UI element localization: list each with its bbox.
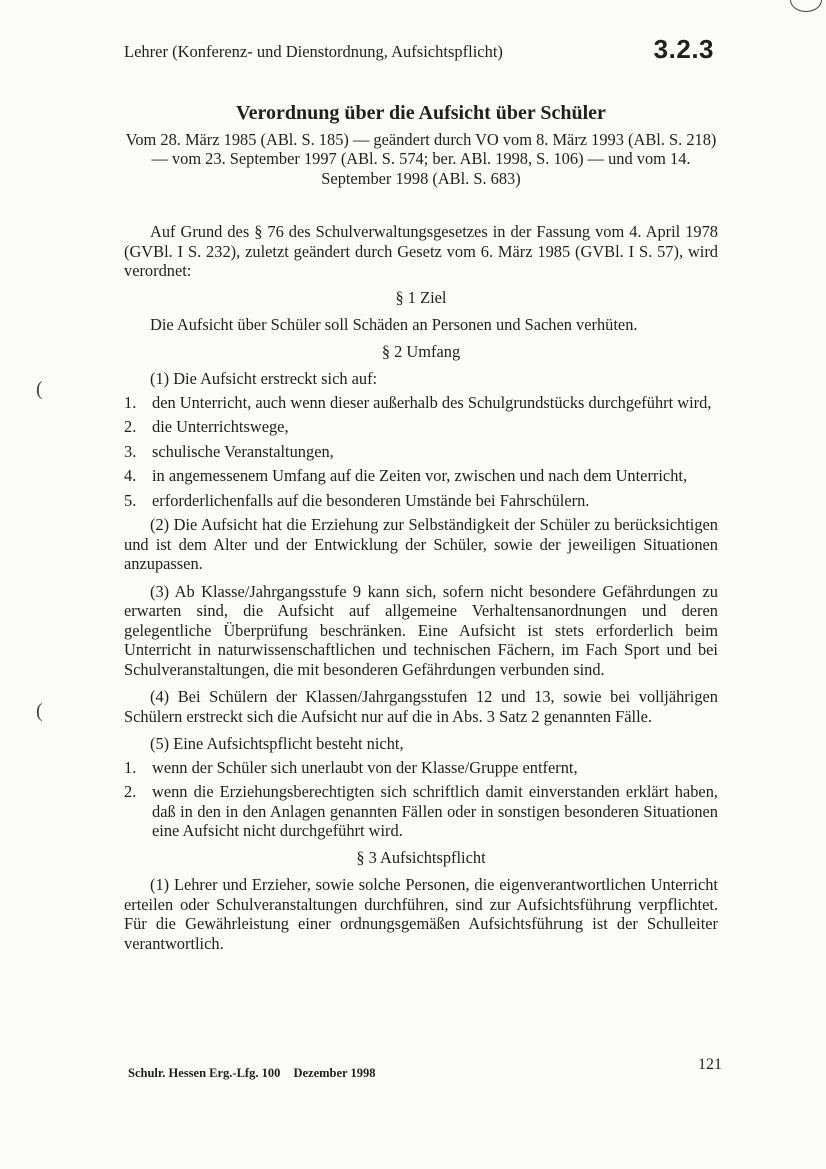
margin-bracket-mark: ( [36,700,43,722]
list-item: 1. den Unterricht, auch wenn dieser außerhalb des Schulgrundstücks durchgeführt wird, [124,392,712,412]
document-title: Verordnung über die Aufsicht über Schüler [236,102,606,124]
section-2-para-5-list [124,758,718,841]
section-2-para-4: (4) Bei Schülern der Klassen/Jahrgangsstufen 12 und 13, sowie bei volljährigen Schülern erstreckt sich die Aufsicht nur auf die in Abs. 3 Satz 2 genannten Fälle. [124,687,718,726]
section-heading-3: § 3 Aufsichtspflicht [356,847,486,867]
footer-source: Schulr. Hessen Erg.-Lfg. 100 [128,1066,281,1080]
list-item: 2. die Unterrichtswege, [124,417,289,436]
list-item: 4. in angemessenem Umfang auf die Zeiten vor, zwischen und nach dem Unterricht, [124,466,688,485]
section-3-para-1: (1) Lehrer und Erzieher, sowie solche Personen, die eigenverantwortlichen Unterricht erteilen oder Schulveranstaltungen durchführen, sind zur Aufsichtsführung verpflichtet. Für die Gewährleistung einer ordnungsgemäßen Aufsichtsführung ist der Schulleiter verantwortlich. [124,875,718,953]
section-heading-2: § 2 Umfang [381,341,461,361]
corner-ring-mark [790,0,822,12]
list-item: 5. erforderlichenfalls auf die besonderen Umstände bei Fahrschülern. [124,490,590,510]
margin-bracket-mark: ( [36,378,43,400]
page-header [124,34,724,68]
header-title: Lehrer (Konferenz- und Dienstordnung, Aufsichtspflicht) [124,42,503,61]
list-item: 1. wenn der Schüler sich unerlaubt von der Klasse/Gruppe entfernt, [124,757,578,777]
section-2-para-5-intro: (5) Eine Aufsichtspflicht besteht nicht, [150,734,404,753]
section-number: 3.2.3 [653,34,714,64]
document-subtitle: Vom 28. März 1985 (ABl. S. 185) — geändert durch VO vom 8. März 1993 (ABl. S. 218) — vom 23. September 1997 (ABl. S. 574; ber. ABl. 1998, S. 106) — und vom 14. September 1998 (ABl. S. 683) [125,129,717,188]
page-footer [128,1066,385,1081]
section-2-para-1-intro: (1) Die Aufsicht erstreckt sich auf: [150,369,378,388]
section-2-para-2: (2) Die Aufsicht hat die Erziehung zur Selbständigkeit der Schüler zu berücksichtigen und ist dem Alter und der Entwicklung der Schüler, sowie der jeweiligen Situationen anzupassen. [124,515,718,573]
page-number: 121 [698,1056,722,1073]
document-body [124,100,718,956]
section-1-text: Die Aufsicht über Schüler soll Schäden an Personen und Sachen verhüten. [150,315,638,334]
list-item: 3. schulische Veranstaltungen, [124,441,334,461]
section-2-para-1-list [124,393,718,511]
preamble: Auf Grund des § 76 des Schulverwaltungsgesetzes in der Fassung vom 4. April 1978 (GVBl. I S. 232), zuletzt geändert durch Gesetz vom 6. März 1985 (GVBl. I S. 57), wird verordnet: [124,222,718,280]
section-heading-1: § 1 Ziel [395,287,447,307]
section-2-para-3: (3) Ab Klasse/Jahrgangsstufe 9 kann sich, sofern nicht besondere Gefährdungen zu erwarten sind, die Aufsicht auf allgemeine Verhaltensanordnungen und deren gelegentliche Überprüfung beschränken. Eine Aufsicht ist stets erforderlich beim Unterricht in naturwissenschaftlichen und technischen Fächern, im Fach Sport und bei Schulveranstaltungen, die mit besonderen Gefährdungen verbunden sind. [124,581,718,679]
list-item: 2. wenn die Erziehungsberechtigten sich schriftlich damit einverstanden erklärt haben, daß in den in den Anlagen genannten Fällen oder in sonstigen besonderen Situationen eine Aufsicht nicht durchgeführt wird. [124,782,718,840]
footer-date: Dezember 1998 [293,1066,376,1080]
